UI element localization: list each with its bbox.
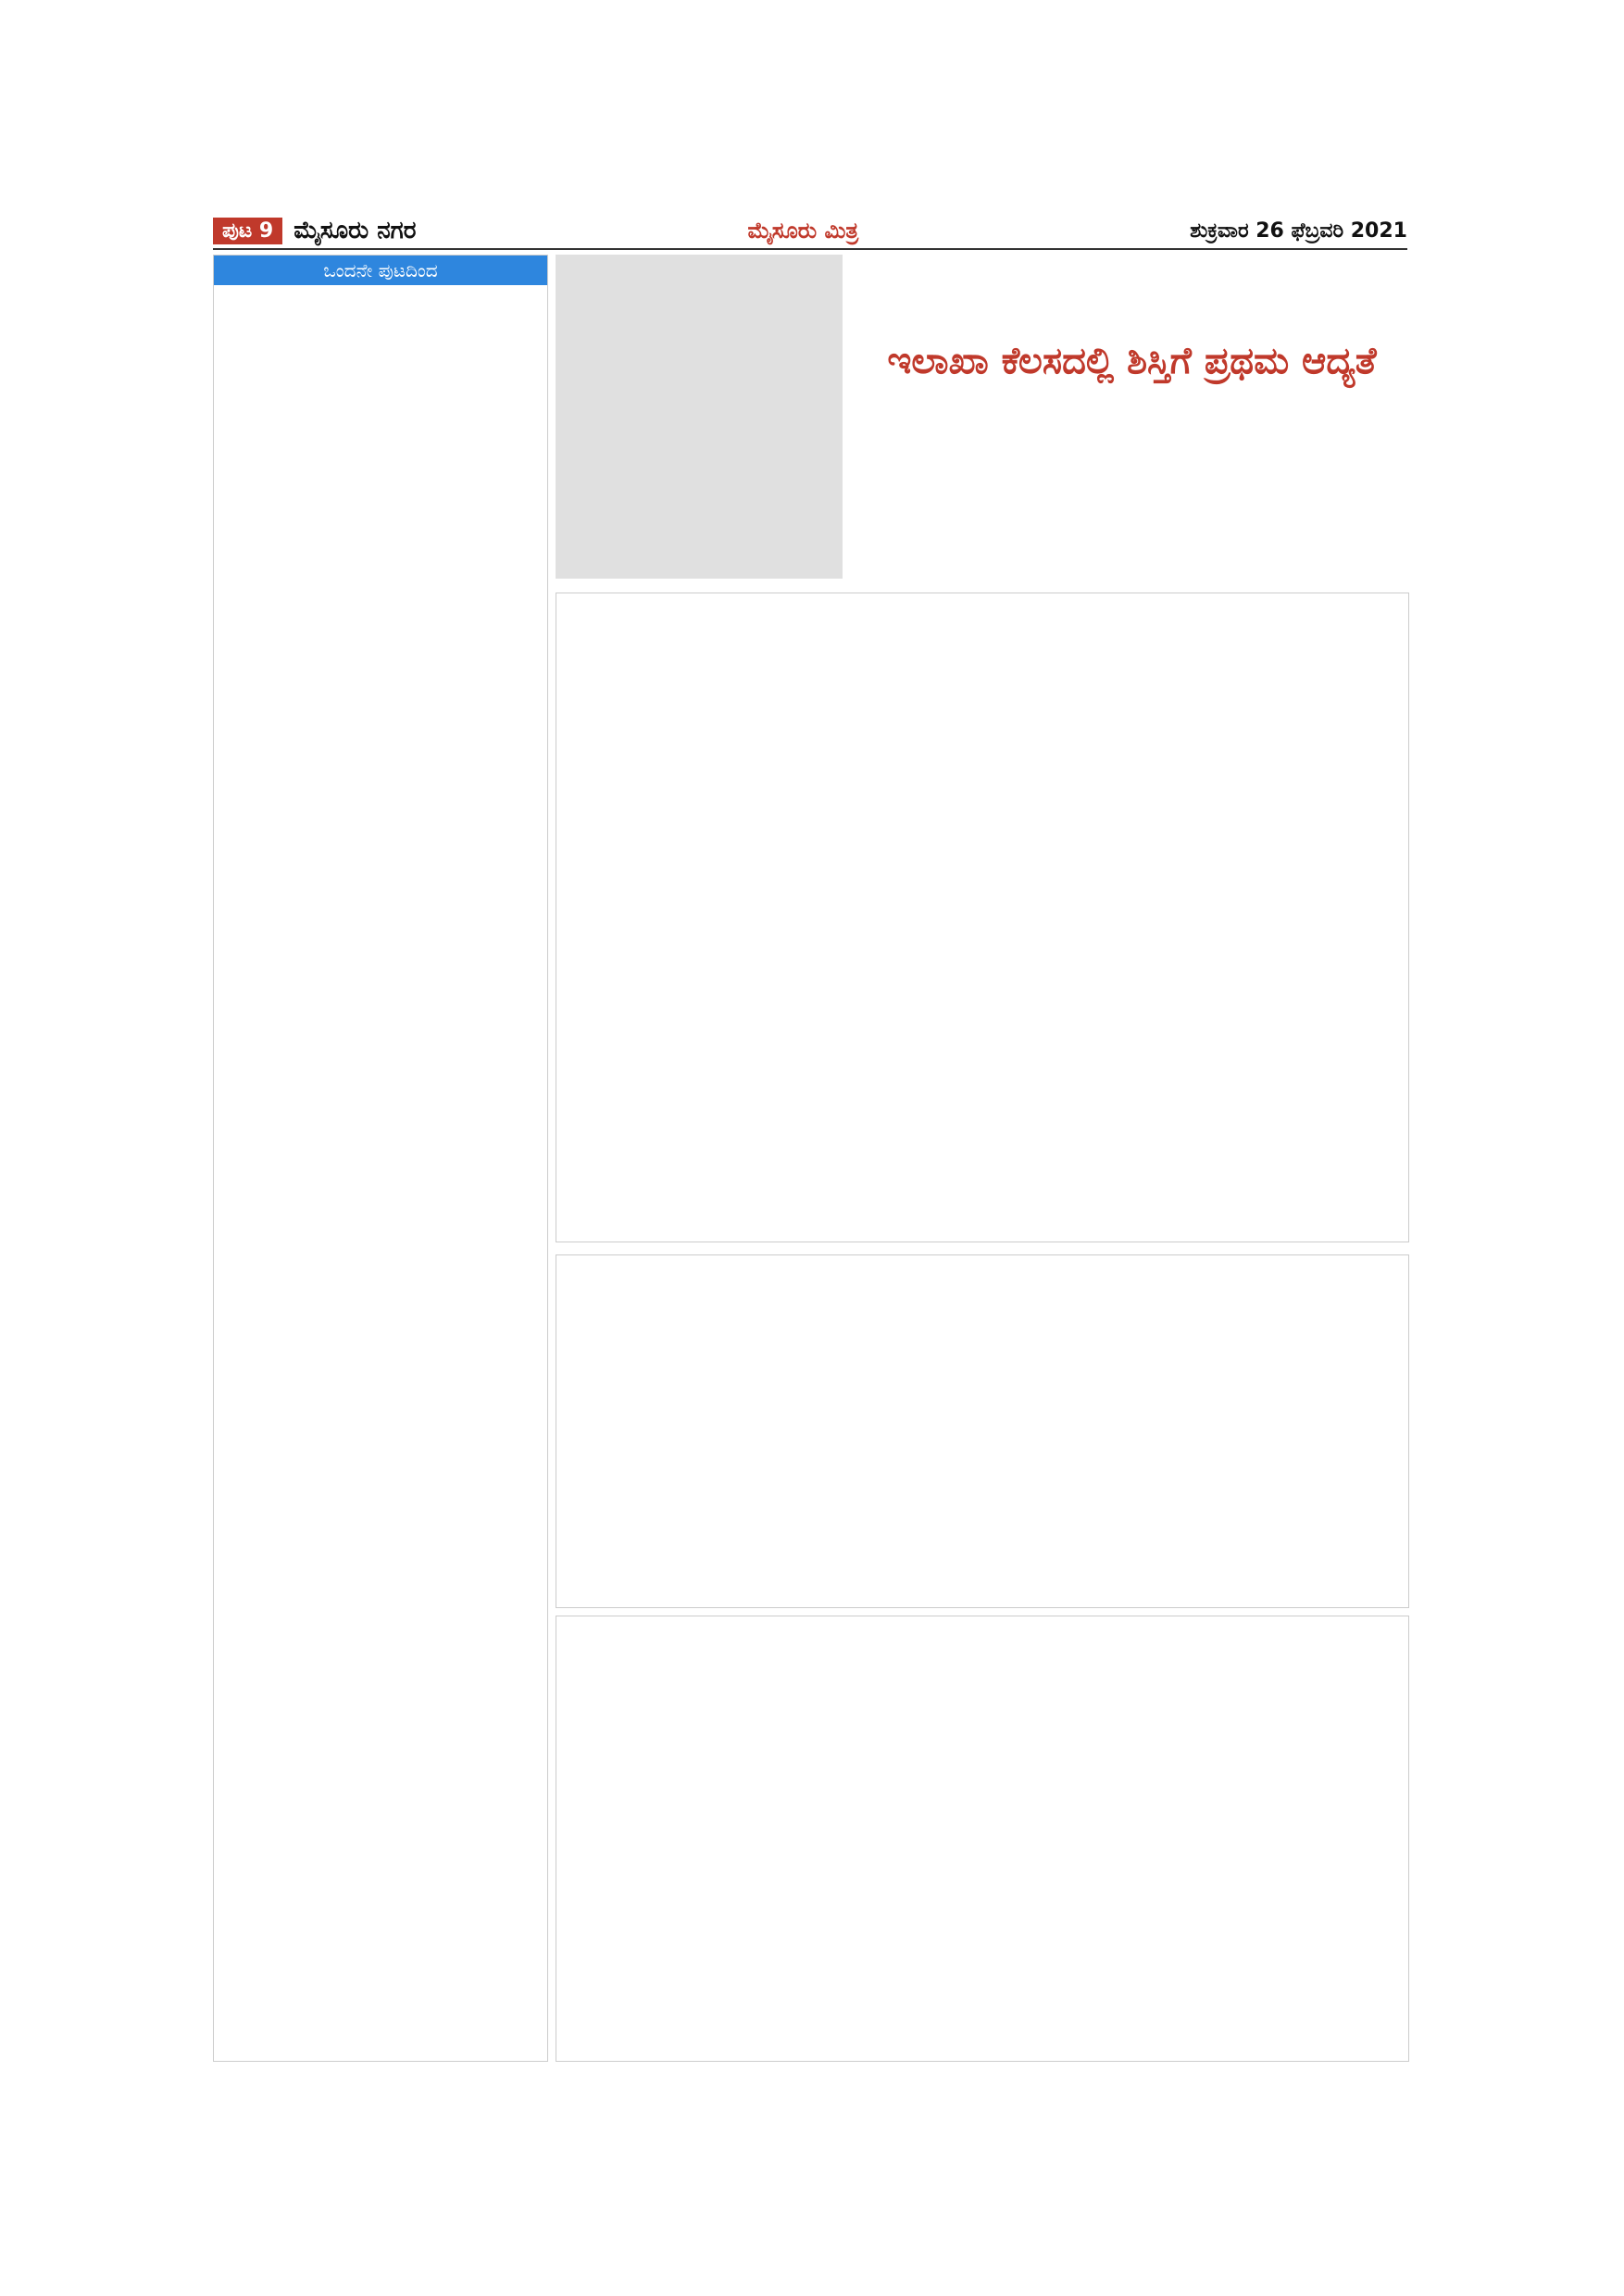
page-header [213,213,1407,250]
page-number: ಪುಟ 9 [213,218,282,244]
newspaper-name: ಮೈಸೂರು ಮಿತ್ರ [747,218,859,243]
left-news-column [213,255,548,2062]
lead-story-body [556,593,1409,1242]
section-title: ಮೈಸೂರು ನಗರ [294,216,417,244]
middle-stories [556,1254,1409,1608]
continued-strip: ಒಂದನೇ ಪುಟದಿಂದ [214,256,547,285]
issue-date: ಶುಕ್ರವಾರ 26 ಫೆಬ್ರವರಿ 2021 [1190,218,1407,243]
lead-headline: ಇಲಾಖಾ ಕೆಲಸದಲ್ಲಿ ಶಿಸ್ತಿಗೆ ಪ್ರಥಮ ಆದ್ಯತೆ [887,340,1377,382]
lead-story-photo [556,255,843,579]
bottom-stories [556,1616,1409,2062]
